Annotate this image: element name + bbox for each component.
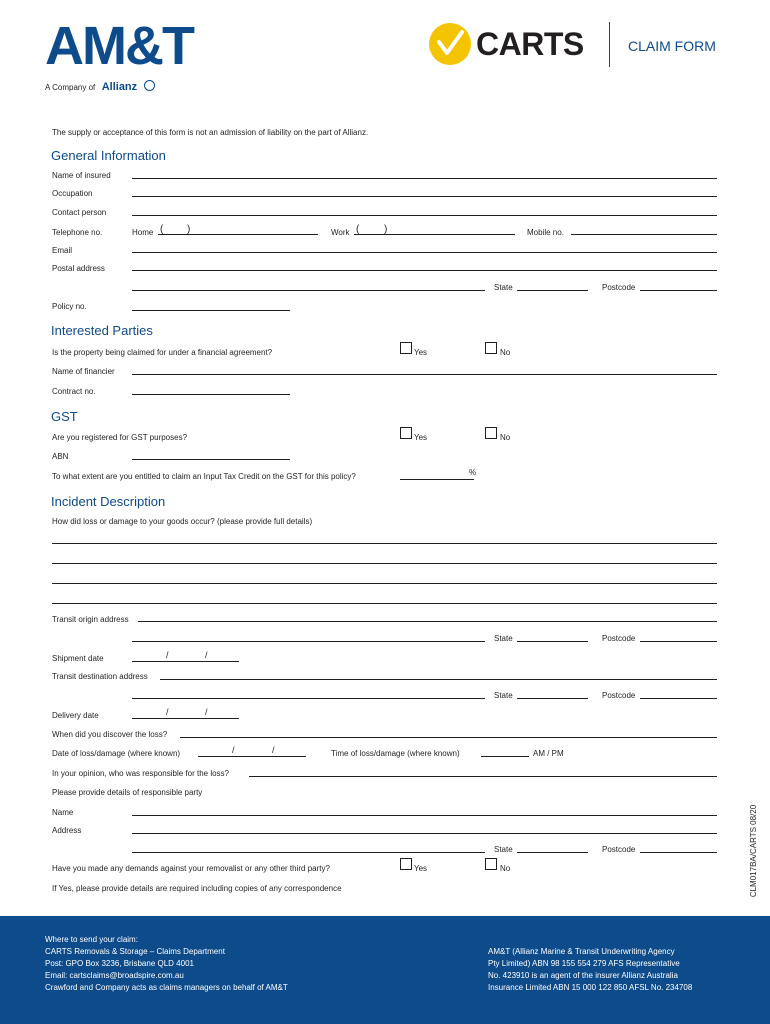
- footer-legal-1: AM&T (Allianz Marine & Transit Underwriting Agency: [488, 947, 675, 956]
- responsible-label: In your opinion, who was responsible for the loss?: [52, 769, 229, 778]
- shipment-date-label: Shipment date: [52, 654, 104, 663]
- email-label: Email: [52, 246, 73, 255]
- party-state-label: State: [494, 845, 513, 854]
- carts-logo: [428, 22, 598, 68]
- delivery-date-label: Delivery date: [52, 711, 99, 720]
- details-line-4[interactable]: [52, 603, 717, 604]
- destination-postcode-field[interactable]: [640, 698, 717, 699]
- delivery-slash-1: /: [166, 707, 169, 717]
- company-tagline: [45, 77, 155, 95]
- transit-destination-field-1[interactable]: [160, 679, 717, 680]
- demands-question: Have you made any demands against your removalist or any other third party?: [52, 864, 330, 873]
- policy-no-field[interactable]: [132, 310, 290, 311]
- financier-label: Name of financier: [52, 367, 115, 376]
- date-loss-field[interactable]: [198, 756, 306, 757]
- destination-state-field[interactable]: [517, 698, 588, 699]
- section-general-heading: General Information: [51, 148, 166, 163]
- financial-no-label: No: [500, 348, 511, 357]
- demands-yes-checkbox[interactable]: [400, 858, 412, 870]
- am-pm-label: AM / PM: [533, 749, 564, 758]
- postal-state-label: State: [494, 283, 513, 292]
- transit-origin-field-2[interactable]: [132, 641, 485, 642]
- mobile-label: Mobile no.: [527, 228, 564, 237]
- party-postcode-label: Postcode: [602, 845, 636, 854]
- itc-field[interactable]: [400, 479, 474, 480]
- section-interested-heading: Interested Parties: [51, 323, 153, 338]
- party-name-label: Name: [52, 808, 74, 817]
- party-address-label: Address: [52, 826, 82, 835]
- home-paren-close: ): [187, 224, 191, 235]
- details-line-2[interactable]: [52, 563, 717, 564]
- gst-no-checkbox[interactable]: [485, 427, 497, 439]
- work-paren-open: (: [356, 224, 360, 235]
- home-phone-field[interactable]: [158, 234, 318, 235]
- time-loss-label: Time of loss/damage (where known): [331, 749, 460, 758]
- abn-label: ABN: [52, 452, 69, 461]
- transit-destination-field-2[interactable]: [132, 698, 485, 699]
- shipment-slash-2: /: [205, 650, 208, 660]
- company-prefix: A Company of: [45, 83, 96, 92]
- footer-legal-3: No. 423910 is an agent of the insurer Allianz Australia: [488, 971, 678, 980]
- date-loss-slash-1: /: [232, 745, 235, 755]
- telephone-label: Telephone no.: [52, 228, 103, 237]
- origin-state-label: State: [494, 634, 513, 643]
- shipment-slash-1: /: [166, 650, 169, 660]
- demands-no-label: No: [500, 864, 511, 873]
- postal-postcode-field[interactable]: [640, 290, 717, 291]
- party-address-field-1[interactable]: [132, 833, 717, 834]
- postal-state-field[interactable]: [517, 290, 588, 291]
- section-incident-heading: Incident Description: [51, 494, 166, 509]
- footer-claims-dept: CARTS Removals & Storage – Claims Department: [45, 947, 225, 956]
- allianz-eagle-icon: [144, 80, 155, 91]
- postal-postcode-label: Postcode: [602, 283, 636, 292]
- responsible-details-label: Please provide details of responsible party: [52, 788, 203, 797]
- disclaimer: The supply or acceptance of this form is not an admission of liability on the part of Allianz.: [52, 128, 369, 137]
- contact-person-label: Contact person: [52, 208, 107, 217]
- itc-question: To what extent are you entitled to claim an Input Tax Credit on the GST for this policy?: [52, 472, 356, 481]
- footer-email[interactable]: Email: cartsclaims@broadspire.com.au: [45, 971, 184, 980]
- gst-yes-checkbox[interactable]: [400, 427, 412, 439]
- home-label: Home: [132, 228, 154, 237]
- financial-agreement-question: Is the property being claimed for under a financial agreement?: [52, 348, 273, 357]
- shipment-date-field[interactable]: [132, 661, 239, 662]
- contract-no-field[interactable]: [132, 394, 290, 395]
- details-line-1[interactable]: [52, 543, 717, 544]
- party-postcode-field[interactable]: [640, 852, 717, 853]
- destination-postcode-label: Postcode: [602, 691, 636, 700]
- footer-post: Post: GPO Box 3236, Brisbane QLD 4001: [45, 959, 194, 968]
- financier-field[interactable]: [132, 374, 717, 375]
- footer-band: [0, 916, 770, 1024]
- postal-address-field-2[interactable]: [132, 290, 485, 291]
- amt-logo-text: AM&T: [45, 16, 193, 76]
- work-paren-close: ): [384, 224, 388, 235]
- origin-state-field[interactable]: [517, 641, 588, 642]
- footer-legal-2: Pty Limited) ABN 98 155 554 279 AFS Representative: [488, 959, 680, 968]
- discover-loss-label: When did you discover the loss?: [52, 730, 168, 739]
- delivery-slash-2: /: [205, 707, 208, 717]
- footer-crawford: Crawford and Company acts as claims managers on behalf of AM&T: [45, 983, 288, 992]
- party-address-field-2[interactable]: [132, 852, 485, 853]
- responsible-field[interactable]: [249, 776, 717, 777]
- origin-postcode-field[interactable]: [640, 641, 717, 642]
- work-label: Work: [331, 228, 350, 237]
- financial-yes-label: Yes: [414, 348, 428, 357]
- details-line-3[interactable]: [52, 583, 717, 584]
- gst-no-label: No: [500, 433, 511, 442]
- name-of-insured-label: Name of insured: [52, 171, 111, 180]
- how-loss-label: How did loss or damage to your goods occur? (please provide full details): [52, 517, 313, 526]
- time-loss-field[interactable]: [481, 756, 529, 757]
- origin-postcode-label: Postcode: [602, 634, 636, 643]
- delivery-date-field[interactable]: [132, 718, 239, 719]
- header-divider: [609, 22, 610, 67]
- gst-yes-label: Yes: [414, 433, 428, 442]
- itc-percent: %: [469, 468, 477, 477]
- financial-yes-checkbox[interactable]: [400, 342, 412, 354]
- abn-field[interactable]: [132, 459, 290, 460]
- footer-legal-4: Insurance Limited ABN 15 000 122 850 AFSL No. 234708: [488, 983, 693, 992]
- form-code: CLM017BA/CARTS 08/20: [749, 804, 758, 898]
- occupation-label: Occupation: [52, 189, 93, 198]
- section-gst-heading: GST: [51, 409, 78, 424]
- footer-send-heading: Where to send your claim:: [45, 935, 138, 944]
- contract-no-label: Contract no.: [52, 387, 96, 396]
- contact-person-field[interactable]: [132, 215, 717, 216]
- transit-origin-label: Transit origin address: [52, 615, 129, 624]
- transit-origin-field-1[interactable]: [138, 621, 717, 622]
- demands-no-checkbox[interactable]: [485, 858, 497, 870]
- carts-logo-text: CARTS: [476, 26, 584, 62]
- if-yes-note: If Yes, please provide details are required including copies of any correspondence: [52, 884, 342, 893]
- mobile-field[interactable]: [571, 234, 717, 235]
- gst-question: Are you registered for GST purposes?: [52, 433, 188, 442]
- discover-loss-field[interactable]: [180, 737, 717, 738]
- date-loss-label: Date of loss/damage (where known): [52, 749, 181, 758]
- amt-logo: [45, 16, 220, 76]
- occupation-field[interactable]: [132, 196, 717, 197]
- allianz-name: Allianz: [101, 81, 138, 93]
- postal-address-field-1[interactable]: [132, 270, 717, 271]
- financial-no-checkbox[interactable]: [485, 342, 497, 354]
- postal-address-label: Postal address: [52, 264, 105, 273]
- transit-destination-label: Transit destination address: [52, 672, 148, 681]
- party-state-field[interactable]: [517, 852, 588, 853]
- email-field[interactable]: [132, 252, 717, 253]
- date-loss-slash-2: /: [272, 745, 275, 755]
- home-paren-open: (: [160, 224, 164, 235]
- name-of-insured-field[interactable]: [132, 178, 717, 179]
- form-title: CLAIM FORM: [628, 38, 716, 54]
- destination-state-label: State: [494, 691, 513, 700]
- party-name-field[interactable]: [132, 815, 717, 816]
- carts-check-icon: [428, 22, 472, 66]
- policy-no-label: Policy no.: [52, 302, 87, 311]
- demands-yes-label: Yes: [414, 864, 428, 873]
- work-phone-field[interactable]: [354, 234, 515, 235]
